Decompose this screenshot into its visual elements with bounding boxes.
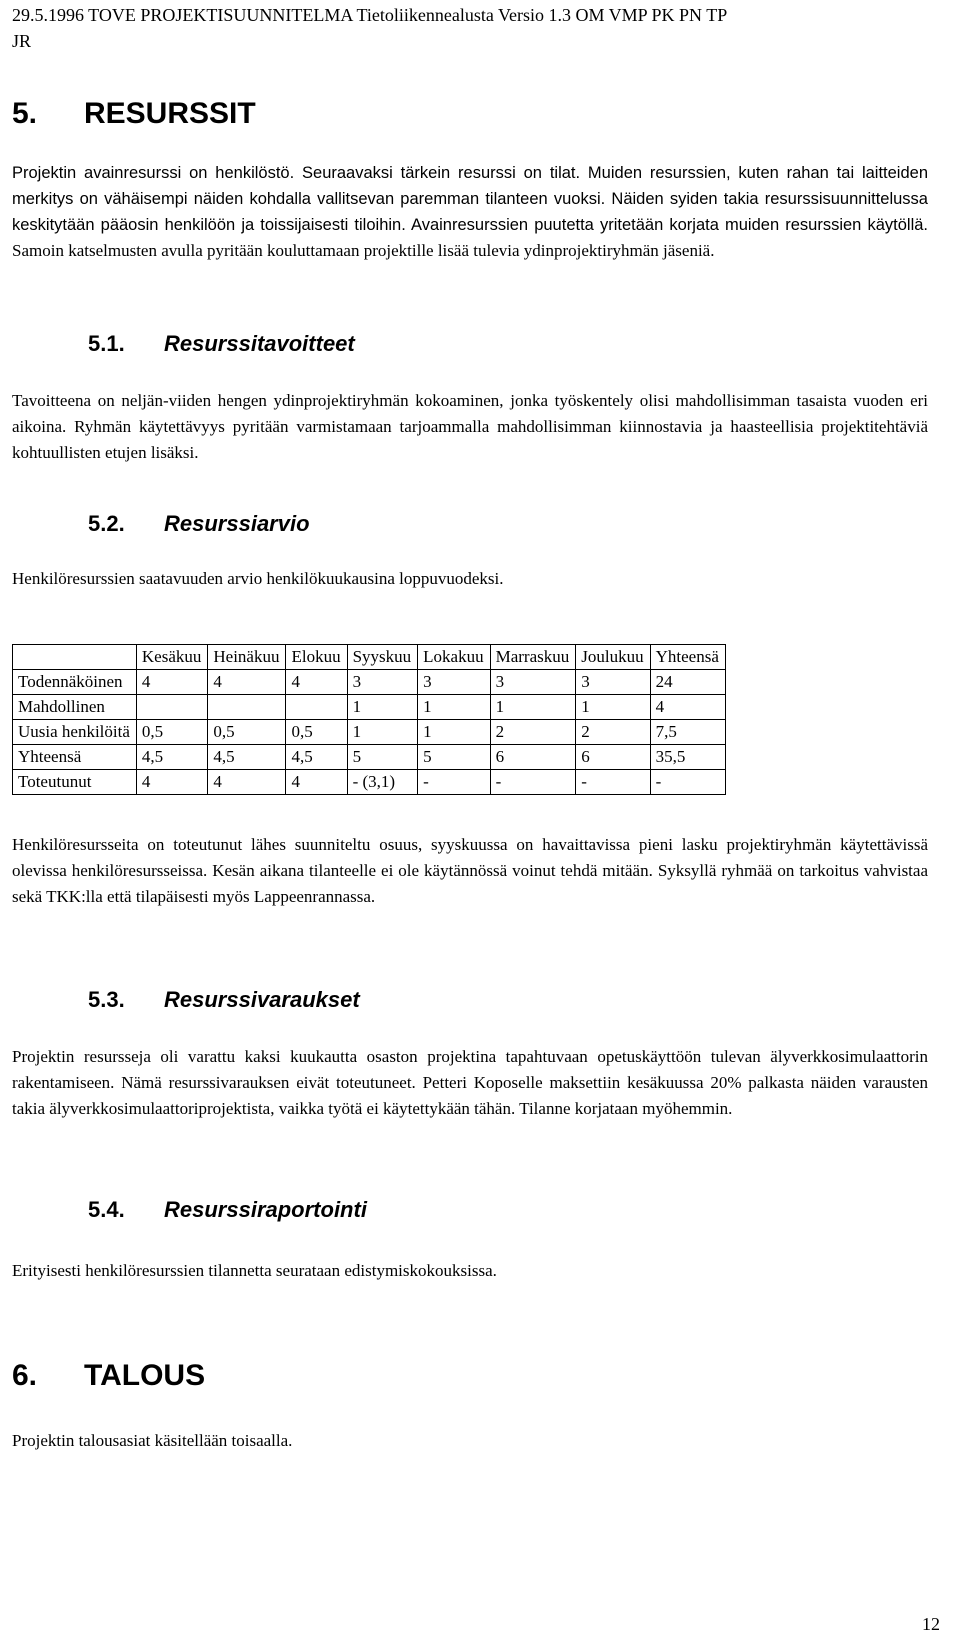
section-5-2-paragraph-2: Henkilöresursseita on toteutunut lähes suunniteltu osuus, syyskuussa on havaittavissa pieni lasku projektiryhmän käytettävissä olevissa henkilöresursseissa. Kesän aikana tilanteelle ei ole käytännössä voinut tehdä mitään. Syksyllä ryhmää on tarkoitus vahvistaa sekä TKK:lla että tilapäisesti myös Lappeenrannassa. <box>12 835 928 906</box>
table-cell: - <box>418 770 490 795</box>
section-5-3-paragraph: Projektin resursseja oli varattu kaksi kuukautta osaston projektina tapahtuvaan opetuskäyttöön tulevan älyverkkosimulaattorin rakentamiseen. Nämä resurssivarauksen eivät toteutuneet. Petteri Koposelle maksettiin kesäkuussa 20% palkasta näiden varausten takia älyverkkosimulaattoriprojektista, vaikka työtä ei käytettykään tähän. Tilanne korjataan myöhemmin. <box>12 1047 928 1118</box>
section-5-1-heading <box>88 330 355 358</box>
table-row <box>13 745 726 770</box>
table-cell: 1 <box>347 720 418 745</box>
page-header <box>12 2 912 54</box>
table-cell: 1 <box>347 695 418 720</box>
table-cell: Lokakuu <box>418 645 490 670</box>
section-5-3-heading <box>88 986 360 1014</box>
table-row <box>13 670 726 695</box>
table-cell: - <box>650 770 725 795</box>
table-row <box>13 695 726 720</box>
table-cell: - (3,1) <box>347 770 418 795</box>
row-label-cell: Yhteensä <box>13 745 137 770</box>
table-cell: 6 <box>576 745 650 770</box>
section-5-2-paragraph: Henkilöresurssien saatavuuden arvio henkilökuukausina loppuvuodeksi. <box>12 569 504 588</box>
section-5-3-number: 5.3. <box>88 987 125 1012</box>
row-label-cell <box>13 645 137 670</box>
section-6-title: TALOUS <box>84 1359 206 1392</box>
table-cell: 6 <box>490 745 576 770</box>
table-cell: 2 <box>490 720 576 745</box>
table-cell: Yhteensä <box>650 645 725 670</box>
table-row <box>13 770 726 795</box>
table-cell: 4 <box>650 695 725 720</box>
table-cell: 4 <box>286 770 347 795</box>
table-header-row <box>13 645 726 670</box>
table-cell: 1 <box>418 695 490 720</box>
header-line-2: JR <box>12 31 32 51</box>
table-cell: 3 <box>418 670 490 695</box>
section-6-number: 6. <box>12 1359 38 1392</box>
section-5-2-title: Resurssiarvio <box>164 511 310 536</box>
table-cell: - <box>490 770 576 795</box>
table-cell: 0,5 <box>208 720 286 745</box>
section-5-1-paragraph: Tavoitteena on neljän-viiden hengen ydinprojektiryhmän kokoaminen, jonka työskentely olisi mahdollisimman tasaista vuoden eri aikoina. Ryhmän käytettävyys pyritään varmistamaan tarjoammalla mahdollisimman kiinnostavia ja haasteellisia projektitehtäviä kohtuullisten etujen lisäksi. <box>12 391 928 462</box>
table-cell: Joulukuu <box>576 645 650 670</box>
table-cell: 0,5 <box>136 720 207 745</box>
header-line-1: 29.5.1996 TOVE PROJEKTISUUNNITELMA Tietoliikennealusta Versio 1.3 OM VMP PK PN TP <box>12 5 728 25</box>
table-cell: Kesäkuu <box>136 645 207 670</box>
table-cell: 4,5 <box>286 745 347 770</box>
intro-paragraph <box>12 160 928 264</box>
table-cell: 4,5 <box>136 745 207 770</box>
intro-text-sans: Projektin avainresurssi on henkilöstö. Seuraavaksi tärkein resurssi on tilat. Muiden resurssien, kuten rahan tai laitteiden merkitys on vähäisempi näiden kohdalla vallitsevan paremman tilanteen vuoksi. Näiden syiden takia resurssisuunnittelussa keskitytään pääosin henkilöön ja toissijaisesti tiloihin. Avainresurssien puutetta yritetään korjata muiden resurssien käytöllä. <box>12 164 928 234</box>
table-cell: 3 <box>347 670 418 695</box>
table-cell: 1 <box>418 720 490 745</box>
section-5-1-number: 5.1. <box>88 331 125 356</box>
table-cell: 5 <box>418 745 490 770</box>
section-5-2-number: 5.2. <box>88 511 125 536</box>
table-cell: Heinäkuu <box>208 645 286 670</box>
table-cell: 5 <box>347 745 418 770</box>
table-cell: 2 <box>576 720 650 745</box>
table-cell: Syyskuu <box>347 645 418 670</box>
section-5-4-number: 5.4. <box>88 1197 125 1222</box>
table-cell: 4 <box>136 670 207 695</box>
table-cell: 35,5 <box>650 745 725 770</box>
section-5-1-title: Resurssitavoitteet <box>164 331 355 356</box>
table-cell: - <box>576 770 650 795</box>
table-cell: 4 <box>286 670 347 695</box>
resource-estimate-table-body <box>13 645 726 795</box>
section-5-2-heading <box>88 510 310 538</box>
table-cell: 24 <box>650 670 725 695</box>
intro-text-serif: Samoin katselmusten avulla pyritään kouluttamaan projektille lisää tulevia ydinprojektiryhmän jäseniä. <box>12 241 715 260</box>
section-5-3-title: Resurssivaraukset <box>164 987 360 1012</box>
row-label-cell: Mahdollinen <box>13 695 137 720</box>
row-label-cell: Todennäköinen <box>13 670 137 695</box>
table-cell: 4,5 <box>208 745 286 770</box>
table-cell: 1 <box>576 695 650 720</box>
table-cell: 4 <box>136 770 207 795</box>
table-cell: 0,5 <box>286 720 347 745</box>
table-cell: Elokuu <box>286 645 347 670</box>
table-cell: 4 <box>208 770 286 795</box>
section-5-number: 5. <box>12 97 38 130</box>
table-cell: 4 <box>208 670 286 695</box>
table-cell: 3 <box>576 670 650 695</box>
table-cell: Marraskuu <box>490 645 576 670</box>
section-5-heading <box>12 96 256 132</box>
section-5-4-paragraph: Erityisesti henkilöresurssien tilannetta seurataan edistymiskokouksissa. <box>12 1261 497 1280</box>
row-label-cell: Uusia henkilöitä <box>13 720 137 745</box>
resource-estimate-table <box>12 644 726 795</box>
section-5-title: RESURSSIT <box>84 97 256 130</box>
section-5-4-title: Resurssiraportointi <box>164 1197 367 1222</box>
section-5-4-heading <box>88 1196 367 1224</box>
table-cell <box>136 695 207 720</box>
table-cell <box>286 695 347 720</box>
table-cell: 3 <box>490 670 576 695</box>
section-6-paragraph: Projektin talousasiat käsitellään toisaalla. <box>12 1431 293 1450</box>
section-6-heading <box>12 1358 205 1394</box>
table-cell <box>208 695 286 720</box>
table-cell: 1 <box>490 695 576 720</box>
table-row <box>13 720 726 745</box>
table-cell: 7,5 <box>650 720 725 745</box>
row-label-cell: Toteutunut <box>13 770 137 795</box>
page-number: 12 <box>922 1614 940 1634</box>
